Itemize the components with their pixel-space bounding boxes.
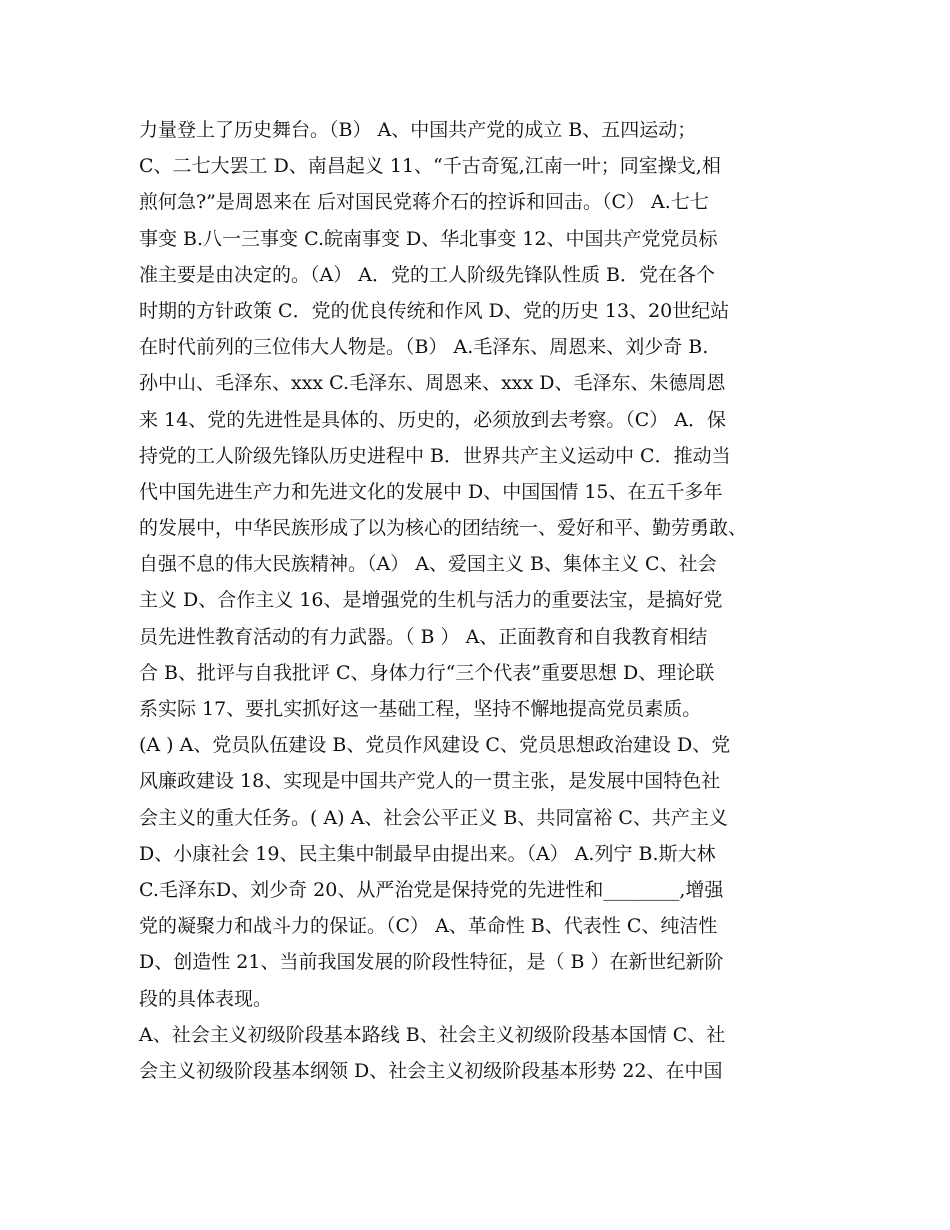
text-line: 系实际 17、要扎实抓好这一基础工程，坚持不懈地提高党员素质。 [139, 698, 702, 720]
text-line: 主义 D、合作主义 16、是增强党的生机与活力的重要法宝，是搞好党 [139, 589, 723, 612]
text-line: 煎何急?”是周恩来在 后对国民党蒋介石的控诉和回击。（C） A.七七 [139, 191, 709, 214]
text-line: 在时代前列的三位伟大人物是。（B） A.毛泽东、周恩来、刘少奇 B. [139, 336, 709, 359]
text-line: 会主义初级阶段基本纲领 D、社会主义初级阶段基本形势 22、在中国 [139, 1059, 723, 1082]
text-line: 事变 B.八一三事变 C.皖南事变 D、华北事变 12、中国共产党党员标 [139, 227, 718, 250]
text-line: 孙中山、毛泽东、xxx C.毛泽东、周恩来、xxx D、毛泽东、朱德周恩 [139, 372, 726, 395]
text-line: 时期的方针政策 C．党的优良传统和作风 D、党的历史 13、20世纪站 [139, 299, 730, 322]
text-line: 准主要是由决定的。（A） A．党的工人阶级先锋队性质 B．党在各个 [139, 263, 715, 286]
text-line: D、小康社会 19、民主集中制最早由提出来。（A） A.列宁 B.斯大林 [139, 842, 716, 865]
text-line: 段的具体表现。 [139, 987, 273, 1010]
text-line: (A ) A、党员队伍建设 B、党员作风建设 C、党员思想政治建设 D、党 [139, 734, 731, 757]
text-line: 来 14、党的先进性是具体的、历史的，必须放到去考察。（C） A．保 [139, 408, 727, 431]
text-line: 风廉政建设 18、实现是中国共产党人的一贯主张，是发展中国特色社 [139, 770, 721, 793]
text-line: C.毛泽东D、刘少奇 20、从严治党是保持党的先进性和________,增强 [139, 878, 724, 901]
text-line: 会主义的重大任务。( A) A、社会公平正义 B、共同富裕 C、共产主义 [139, 806, 728, 829]
text-line: D、创造性 21、当前我国发展的阶段性特征，是（ B ）在新世纪新阶 [139, 951, 724, 974]
text-line: C、二七大罢工 D、南昌起义 11、“千古奇冤,江南一叶；同室操戈,相 [139, 155, 721, 178]
text-line: 党的凝聚力和战斗力的保证。（C） A、革命性 B、代表性 C、纯洁性 [139, 915, 718, 938]
text-line: 持党的工人阶级先锋队历史进程中 B．世界共产主义运动中 C．推动当 [139, 444, 731, 467]
text-line: 合 B、批评与自我批评 C、身体力行“三个代表”重要思想 D、理论联 [139, 661, 715, 684]
text-line: 自强不息的伟大民族精神。（A） A、爱国主义 B、集体主义 C、社会 [139, 553, 717, 576]
text-line: 代中国先进生产力和先进文化的发展中 D、中国国情 15、在五千多年 [139, 480, 723, 503]
text-line: 员先进性教育活动的有力武器。（ B ） A、正面教育和自我教育相结 [139, 625, 708, 648]
text-line: 的发展中，中华民族形成了以为核心的团结统一、爱好和平、勤劳勇敢、 [139, 517, 748, 540]
text-line: A、社会主义初级阶段基本路线 B、社会主义初级阶段基本国情 C、社 [139, 1023, 726, 1046]
body-text [139, 112, 829, 1089]
text-line: 力量登上了历史舞台。（B） A、中国共产党的成立 B、五四运动； [139, 119, 697, 141]
